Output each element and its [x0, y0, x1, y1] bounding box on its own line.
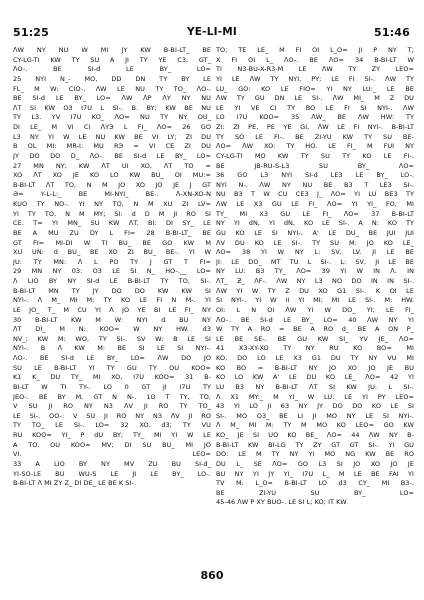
text-line: LE JO_ T_ M CU YI ᐱ JO YE BI LE FI_ NY — [13, 305, 211, 314]
text-line: ᐱW NY NU W MI JY KW B-BI-LT_ BE — [13, 46, 211, 54]
text-line: ᐱO= ᐱW XO: TY HO. LE FI_ M FUI NY — [216, 142, 414, 151]
text-line: B OL MI: MR-I: MU RЭ = VI CE ZI DU — [13, 142, 211, 151]
text-line: TI N3-BU-X-R3-M LE ᐱW TY ZY LEO= — [216, 65, 414, 74]
text-line: ᐱW TY GU DN LE SI-. ᐱW MI_ M Z DU — [216, 94, 414, 103]
text-line: 45-46 ᐱW P XY BUO-. LE SI L; KO; IT KW — [216, 498, 347, 507]
text-line: XU UN: d BU_ BE XO ZI BU_ BE-. YI W — [13, 248, 211, 257]
text-line: YI TY TO, N M MY; SI: d D M JI RO SI — [13, 209, 211, 218]
text-line: V SU JI RO NY N3 ᐱV JI RO TY TO_ — [13, 402, 211, 411]
text-line: W TY A RO = BE A RO d_ BE A ON P_ — [216, 325, 414, 334]
text-line: ᐱT_ Ƶ_ ᐱF-. ᐱW NY L3 NO DO IN IN SI-. — [216, 277, 414, 285]
text-line: L3 NY YI W LE NU KW BE VI LY; ZI DU — [13, 132, 211, 141]
text-line: 29 MN NY 03: O3 LE SI N_ HO-.__ LO= — [13, 267, 211, 276]
text-line: BE JB-RU-S-L3 SU BY_ ᐱO= — [216, 161, 414, 170]
text-line: ᐱT SI KW O3 I7U L SI-. B. BY; KW BE NU — [13, 103, 211, 112]
text-line: B-BI-LT KW BI-LG TY ZY GT GT SI-. YI GU — [216, 440, 414, 449]
text-line: 27 MN NY; KW ᐱT UI XO, ᐱT TO = — [13, 161, 211, 170]
text-line: KO_ JE SI UO KO BE_ ᐱO= 44 ᐱW NY B- — [216, 431, 414, 439]
text-line: RU KOO= YI_ P dU BY; TY_ MI YI W LE — [13, 431, 211, 439]
text-line: BU NY YI JY YI_ I7U L_ M LE BE FAI YI — [216, 469, 414, 478]
text-line: DO: LE M TY NY YI MO NG KW BE RO — [216, 450, 414, 459]
page-number: 860 — [200, 569, 224, 582]
text-line: Ə= Y-L-L:_ BE MI-NYI_ BE-. ᐱ-XN-XO-N — [13, 190, 211, 199]
text-line: ᐱ M_ MI M: TY M MO KO LEO= GO KW — [216, 421, 414, 430]
text-line: ZI: ZI PE, PE YE GI, ᐱW LE FI NYI-. B-BI-LT — [216, 123, 414, 131]
text-line: NYI N-. ᐱW NY NU BE B3 T LE3 SI-. — [216, 180, 414, 189]
text-line: K1 K_ DU TY_ MI XO, I7U KOO= 31 B- — [13, 373, 211, 382]
text-line: NYI-. ᐱ M_ MI M: TY KO LE FI N M-. YI — [13, 296, 211, 305]
text-line: NY YI dN, YI dN, KO LE SI-. A N: KO TY — [216, 219, 414, 228]
text-line: VI. LEO= — [13, 450, 211, 459]
text-line: B-BI-LT ᐱT TO, N M JO XO JO JE J GT — [13, 180, 211, 189]
text-line: ᐱ X1 MY:_ M YI_ W LU: LE YI PY LEO= — [216, 392, 414, 401]
text-line: 30 B-BI-LT KW M W: NYI d BU NY — [13, 315, 211, 324]
text-line: NYI-. B ᐱ KW M: BE SI LE SI NYI-. — [13, 344, 211, 353]
text-line: ᐱ LIO BY NY SI-d LE B-BI-LT TY TO, SI-. — [13, 277, 211, 285]
text-line: X FI OI L_ ᐱO-. BE ᐱO= 34 B-BI-LT W — [216, 55, 414, 64]
text-line: GU KO LE SI NYI-. A' LE DU_ BE JUI JUI — [216, 228, 414, 237]
text-line: LE YI VE CI TY BO LE FI SI NYI-. ᐱW — [216, 103, 414, 112]
text-line: KO, DO LO LE X3 G1 DU TY NY VU MI — [216, 354, 414, 362]
text-line: NU B3 T W CU CE3 J_ ᐱO= YI LU BE3 TY — [216, 190, 414, 199]
text-line: LE SI-. OO-: V SU JI RO NY N3 ᐱV JI RO — [13, 411, 211, 420]
right-text-column — [216, 46, 414, 566]
text-line: CE. T= YI MN_ SU KW ᐱT. BI: DI SY_ LE — [13, 219, 211, 228]
text-line: TY_ MI X3 GU LE FI_ ᐱO= 37 B-BI-LT — [216, 209, 414, 218]
text-line: CY-LG-TI KW TY SU A JI TY YE C3, GT_ — [13, 55, 211, 64]
left-text-column — [13, 46, 211, 566]
text-line: 43 YI LO JI 63 NY JY DO DO KO LE SI — [216, 402, 414, 411]
text-line: 25 NYI N_- MO, DD DN TY BY LE — [13, 74, 211, 83]
text-line: LE BE SE-. BE GU KW SI_ YV JE_ ᐱO= — [216, 334, 414, 343]
text-line: BI-LT W TI TY-. LO 0 GT JI I7U TY — [13, 382, 211, 391]
text-line: TY TO_ LE SI-. LO= 32 XO. d3; TY VU — [13, 421, 211, 430]
text-line: 41 X3-XY-XO TY NY RU KO BO= MI — [216, 344, 414, 353]
text-line: NV_; KW M: WO, TY SI-. SV W: B LE SI — [13, 334, 211, 343]
text-line: LU B3 NY B-BI-LT ᐱT SI KW JU: L SI-. — [216, 382, 414, 391]
text-line: ᐱV DU KO LE SI-. TY SU M: JO KO LE_ — [216, 238, 414, 247]
text-line: FL_ M W: CIO-, ᐱW LE NU TY TO_ ᐱO-. — [13, 84, 211, 93]
text-line: DI LE_ M VI CI ᐱYЭ L FI_ ᐱO= 26 GO — [13, 123, 211, 131]
text-line: LU_ GO: KO LE FIO= YI NY LU:_ LE BE — [216, 84, 414, 93]
text-line: SI-. MO O3_ BE LI JI MO NY LE SI NYI-. — [216, 411, 414, 420]
text-line: JEO-. BE BY M. GT N N-. 1O T TY, TO, — [13, 392, 211, 401]
text-line: DU L_ SE ᐱO= GO L3 SI JO XO JO JE — [216, 459, 414, 468]
text-line: KO BO = B-BI-LT NY JO XO JO JE BU — [216, 363, 414, 372]
text-line: TO; TE LE_ M FI OI L_O= JI P NY T; — [216, 46, 414, 54]
book-title: YE-LI-MI — [186, 26, 238, 38]
text-line: B-BI-LT ᐱ MI ZY Z_ DI DE_ LE BE K SI-. — [13, 479, 136, 488]
page-header — [0, 0, 424, 44]
text-line: ᐱO-. BE SI-d LE BY_ LO= — [13, 65, 211, 74]
text-line: 33 A LIO BY NY MV ZU BU SI-d_ — [13, 459, 211, 468]
text-line: ᐱO-. BE SI-d LE BY_ LO= 40 ᐱW NY YI — [216, 315, 414, 324]
text-line: NY LU: B3 TY_ ᐱO= 39 YI W IN ᐱ. IN — [216, 267, 414, 276]
text-line: ᐱO-. BE SI-d LE BY_ LO= ᐱW DO JO — [13, 354, 211, 362]
text-line: BE A MU ZU DY L FI= 28 B-BI-LT_ BE — [13, 228, 211, 237]
text-line: SI NYI-. YI W II YI MI; MI LE SI-. M: HW. — [216, 296, 414, 305]
text-line: ᐱT DI_ M N: KOO= W NY HW. d3 — [13, 325, 211, 334]
text-line: LO I7U KOO= 35 ᐱW_ BE ᐱW HW: TY — [216, 113, 414, 122]
text-line: XO ᐱT XO JE KO LO KW BU_ OI MU:= — [13, 171, 211, 180]
text-line: BE ZI-YU SU BY_ LO= — [216, 488, 414, 497]
text-line: BE SI-d LE BY_ LO= ᐱW ᐱP ᐱY NY NU — [13, 94, 211, 103]
text-line: ᐱW LE X3 GU LE FI_ ᐱO= YI YI_ FO, MI — [216, 200, 414, 208]
text-line: ᐱO= 38 YI W NY L: SV, LV. JI LE BE — [216, 248, 414, 257]
text-line: YI LE ᐱW TY NYI. PY; LE FI SI-. ᐱW TY — [216, 74, 414, 83]
text-line: JI: LE DO_ MT TU L SI-. L: SV, JI LE BE — [216, 257, 414, 266]
text-line: TY SO LE FI-. BE ZI-YU KW TY SU BE- — [216, 132, 414, 141]
text-line: ᐱW YI W TY Z DU XO G1 SI-. K OI LE — [216, 286, 414, 295]
text-line: KUO TY NO-. YI NY TO, N M XU ZI LV= — [13, 200, 211, 208]
left-reference: 51:25 — [13, 26, 50, 39]
text-line: CY-LG-TI MO KW TY SU TY KO LE FI-. — [216, 151, 414, 160]
text-line: YI-SO-LE BU WU-S LE JI LE BY_ LO-. — [13, 469, 211, 478]
text-line: JU: TY MN: ᐱ L PO TY J GT T FI= — [13, 257, 211, 266]
text-line: KO LO KW A' LE DU KO LE_ ᐱO= 42 YI — [216, 373, 414, 382]
text-line: OI: L N OI ᐱW YI W DO_ YI; LE FI_ — [216, 305, 414, 314]
text-line: TV M: L_O= B-BI-LT LO d3 CY_ MI B3-. — [216, 479, 414, 488]
text-line: TY L3. YV I7U KO_ ᐱO= NU TY NY OU_ — [13, 113, 211, 122]
text-line: SU LE B-BI-LT YI TY GU TY OU KOO= — [13, 363, 211, 372]
text-line: A TO. OU KOO= MV; DI SU BU_ MI JO — [13, 440, 211, 449]
text-line: B-BI-LT MN TY JY DO DO KW KW SI — [13, 286, 211, 295]
text-line: GT FI= MI-DI W TI BU_ BE GO KW M — [13, 238, 211, 247]
text-line: JY DO DO D_ ᐱO-. BE SI-d LE BY_ LO= — [13, 151, 211, 160]
text-line: 36 GO L3 NYI SI-d LE3 LE BY_ LO-. — [216, 171, 414, 180]
right-reference: 51:46 — [373, 26, 410, 39]
